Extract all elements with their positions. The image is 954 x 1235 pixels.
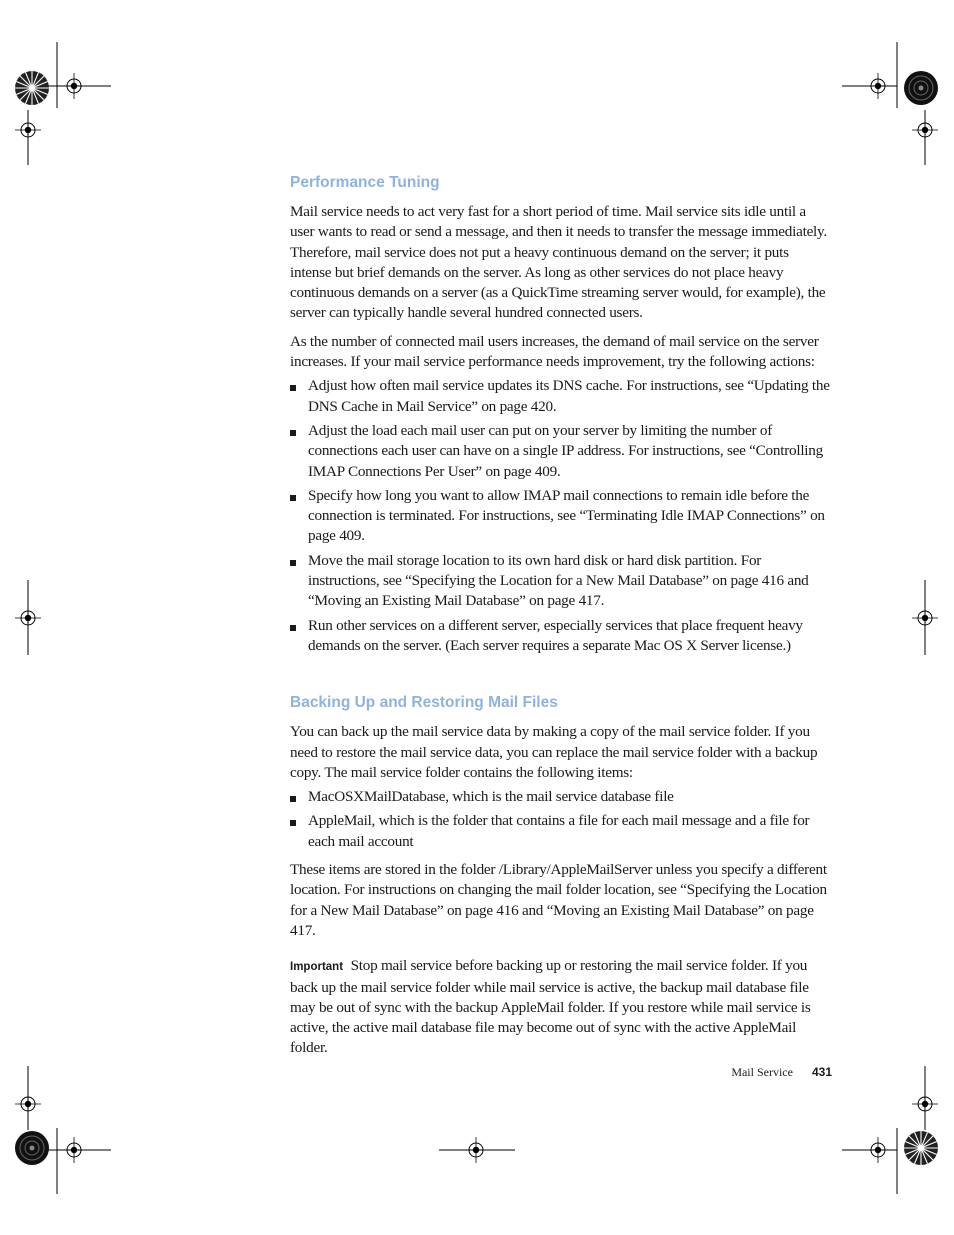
- bullet-list-performance-actions: [290, 376, 832, 656]
- registration-mark: [15, 605, 41, 631]
- important-note: [290, 956, 832, 1058]
- star-target-mark-bottom-right: [904, 1131, 938, 1165]
- ring-target-mark-bottom-left: [15, 1131, 49, 1165]
- registration-mark: [912, 117, 938, 143]
- registration-mark: [15, 1091, 41, 1117]
- list-item: Specify how long you want to allow IMAP mail connections to remain idle before the connection is terminated. For instructions, see “Terminating Idle IMAP Connections” on page 409.: [290, 486, 832, 547]
- body-paragraph: These items are stored in the folder /Library/AppleMailServer unless you specify a different location. For instructions on changing the mail folder location, see “Specifying the Location for a New Mail Database” on page 416 and “Moving an Existing Mail Database” on page 417.: [290, 861, 827, 939]
- registration-mark: [61, 1137, 87, 1163]
- ring-target-mark-top-right: [904, 71, 938, 105]
- registration-mark: [15, 117, 41, 143]
- list-item: Adjust the load each mail user can put on your server by limiting the number of connections each user can have on a single IP address. For instructions, see “Controlling IMAP Connections Per User” on page 409.: [290, 421, 832, 482]
- body-paragraph: You can back up the mail service data by making a copy of the mail service folder. If you need to restore the mail service data, you can replace the mail service folder with a backup copy. The mail service folder contains the following items:: [290, 723, 818, 781]
- body-paragraph: Mail service needs to act very fast for a short period of time. Mail service sits idle until a user wants to read or send a message, and then it needs to transfer the message immediately. Therefore, mail service does not put a heavy continuous demand on the server; it puts intense but brief demands on the server. As long as other services do not place heavy continuous demands on a server (as a QuickTime streaming server would, for example), the server can typically handle several hundred connected users.: [290, 203, 827, 322]
- list-item: Run other services on a different server, especially services that place frequent heavy demands on the server. (Each server requires a separate Mac OS X Server license.): [290, 616, 832, 657]
- important-label: Important: [290, 961, 344, 974]
- list-item: MacOSXMailDatabase, which is the mail service database file: [290, 787, 832, 807]
- section-heading-performance-tuning: Performance Tuning: [290, 174, 440, 191]
- page-footer: [731, 1064, 832, 1080]
- section-heading-backing-up: Backing Up and Restoring Mail Files: [290, 694, 558, 712]
- registration-mark: [912, 605, 938, 631]
- body-paragraph: As the number of connected mail users increases, the demand of mail service on the server increases. If your mail service performance needs improvement, try the following actions:: [290, 332, 819, 371]
- registration-mark: [865, 1137, 891, 1163]
- list-item: Adjust how often mail service updates its DNS cache. For instructions, see “Updating the DNS Cache in Mail Service” on page 420.: [290, 376, 832, 417]
- list-item: Move the mail storage location to its own hard disk or hard disk partition. For instructions, see “Specifying the Location for a New Mail Database” on page 416 and “Moving an Existing Mail Database” on page 417.: [290, 551, 832, 612]
- page-content: [290, 170, 832, 1059]
- registration-mark: [912, 1091, 938, 1117]
- list-item: AppleMail, which is the folder that contains a file for each mail message and a file for each mail account: [290, 811, 832, 852]
- important-note-text: Stop mail service before backing up or restoring the mail service folder. If you back up the mail service folder while mail service is active, the backup mail database file may be out of sync with the backup AppleMail folder. If you restore while mail service is active, the active mail database file may become out of sync with the active AppleMail folder.: [290, 957, 811, 1057]
- registration-mark: [463, 1137, 489, 1163]
- registration-mark: [865, 73, 891, 99]
- bullet-list-mail-items: [290, 787, 832, 852]
- star-target-mark-top-left: [15, 71, 49, 105]
- footer-chapter-name: Mail Service: [731, 1065, 793, 1079]
- page-number: 431: [811, 1065, 832, 1079]
- registration-mark: [61, 73, 87, 99]
